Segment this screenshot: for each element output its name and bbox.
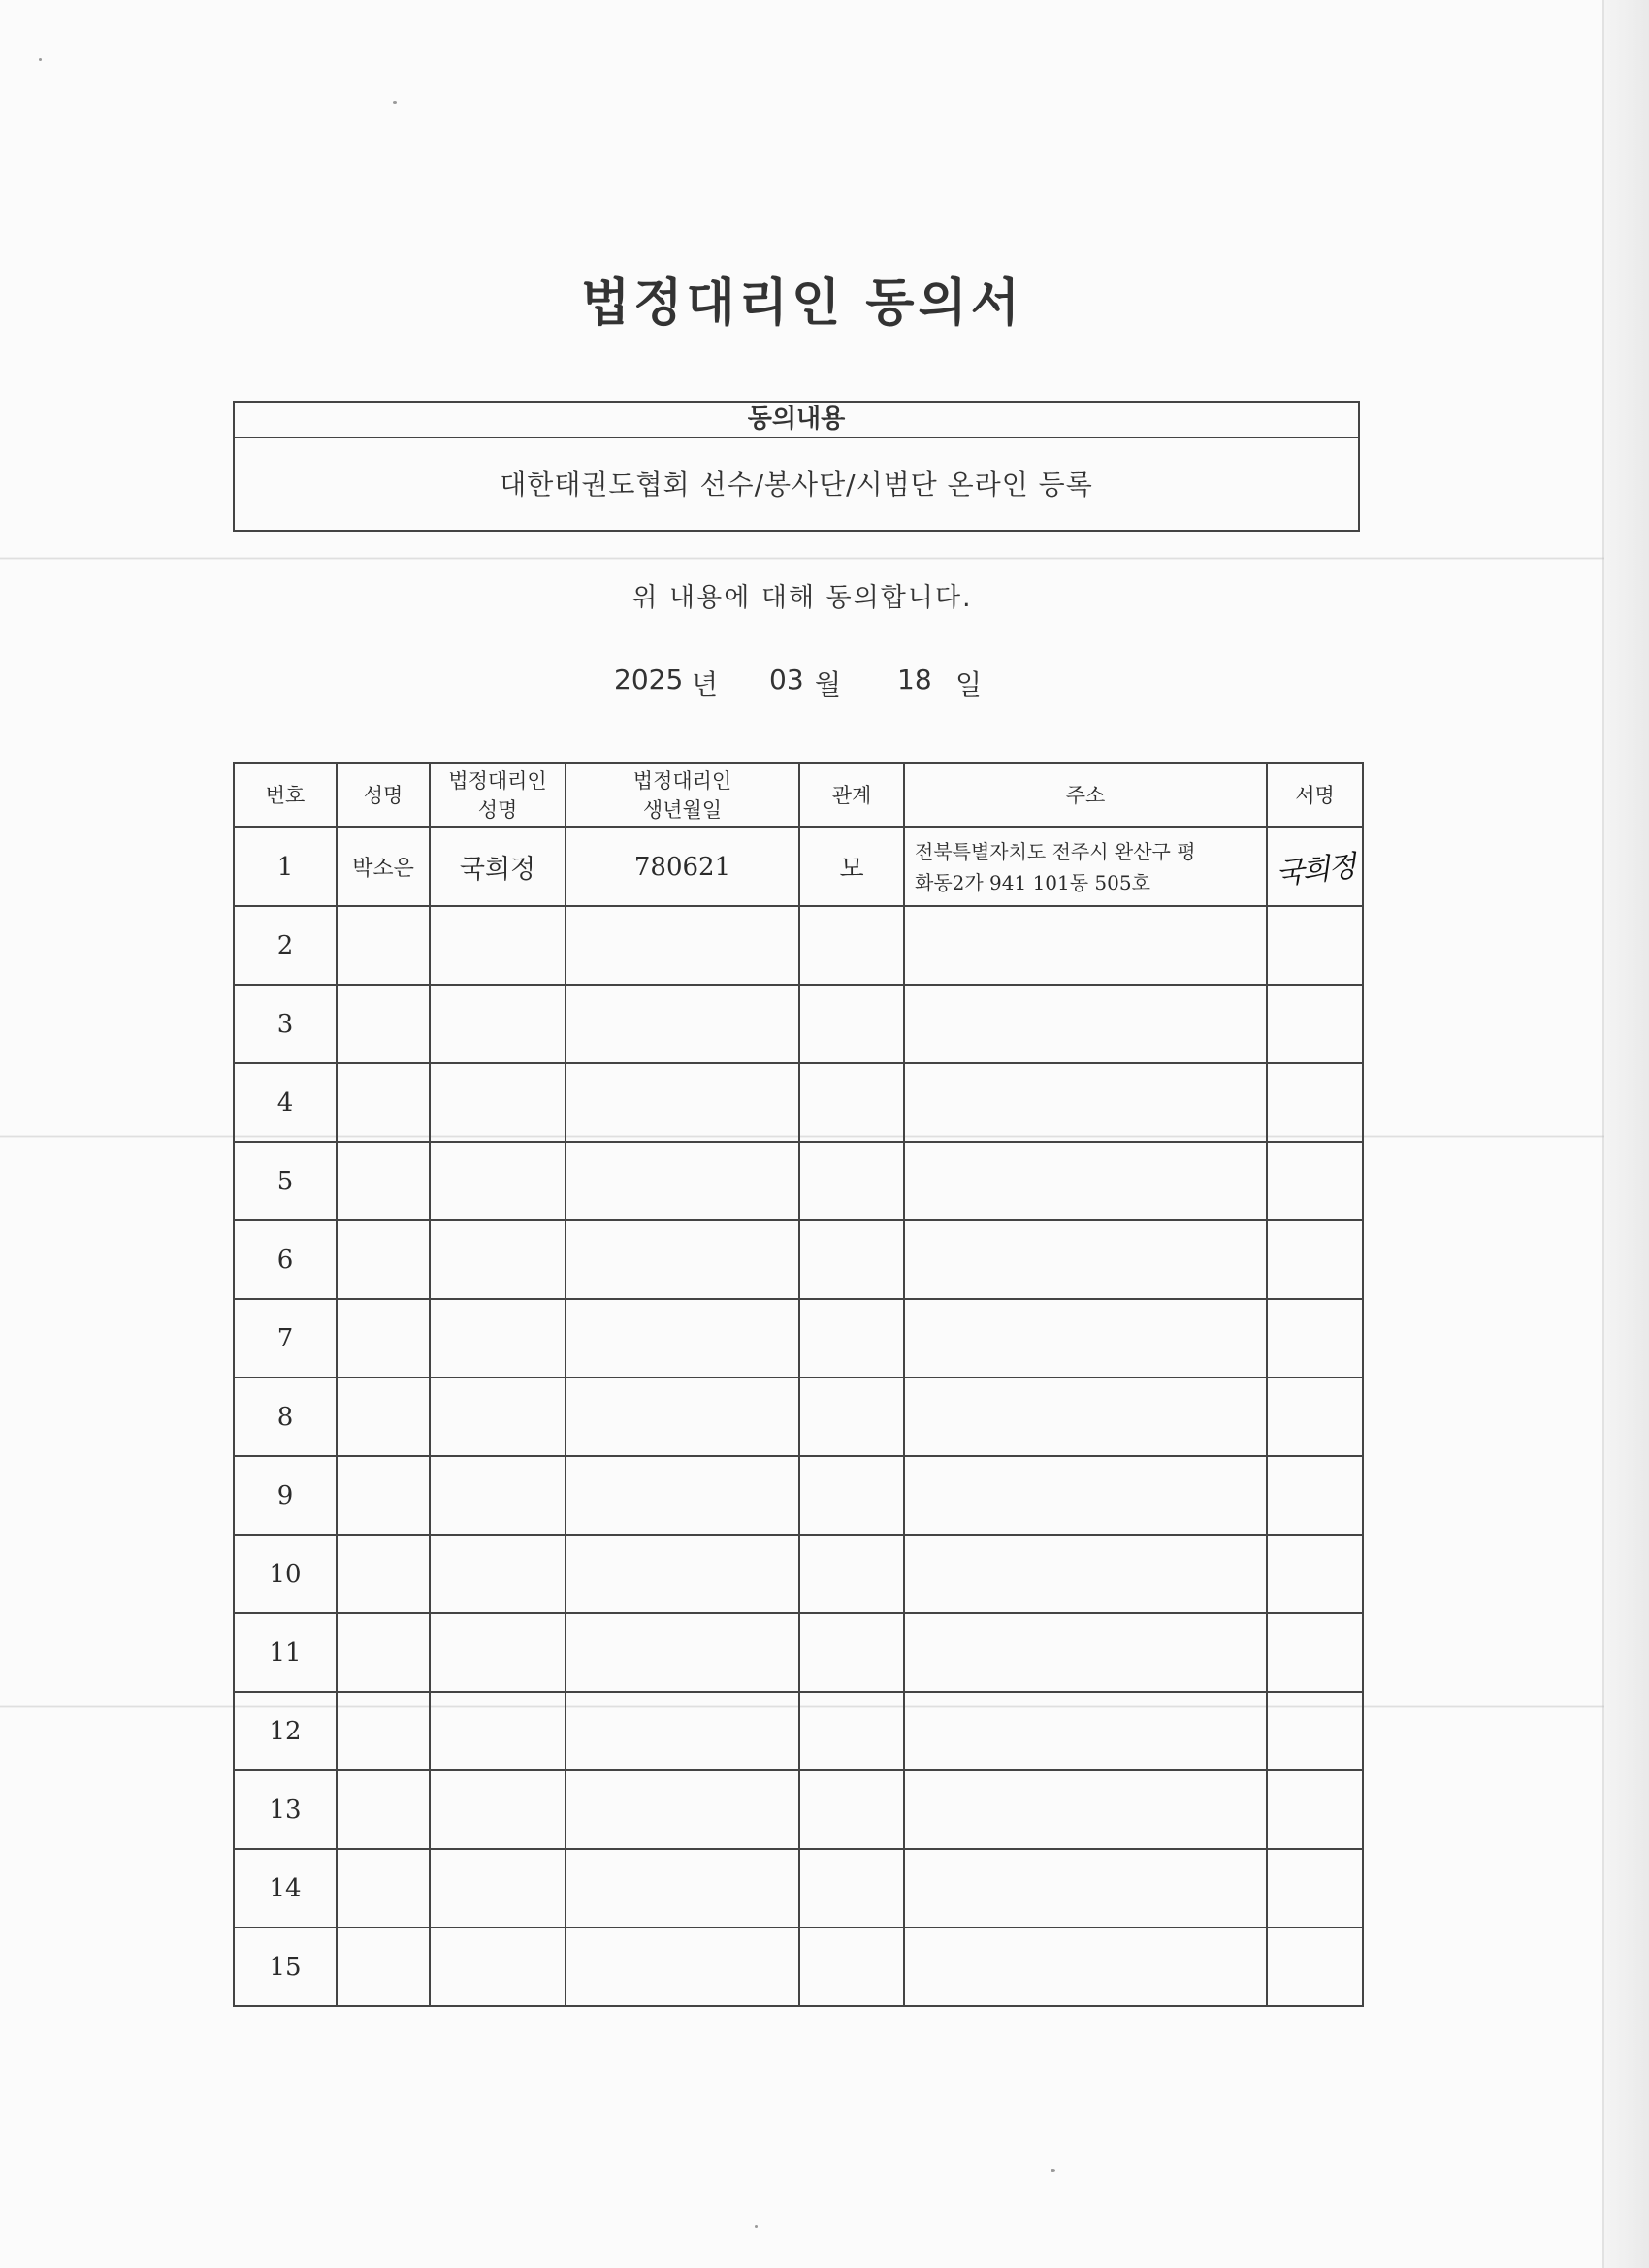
table-row	[234, 1456, 1363, 1535]
cell-rep-name	[430, 985, 566, 1063]
table-row	[234, 1142, 1363, 1220]
date-year-unit: 년	[692, 668, 719, 700]
cell-rep-name	[430, 1220, 566, 1299]
cell-no: 13	[234, 1770, 337, 1849]
table-row	[234, 1613, 1363, 1692]
table-row	[234, 1377, 1363, 1456]
cell-address	[904, 1928, 1267, 2006]
table-header-row	[234, 763, 1363, 827]
cell-name	[337, 1456, 430, 1535]
consent-header: 동의내용	[235, 403, 1358, 438]
cell-rep-name	[430, 1063, 566, 1142]
date-year: 2025	[614, 664, 684, 696]
date-month: 03	[769, 664, 804, 696]
cell-address	[904, 1692, 1267, 1770]
cell-relation	[799, 1613, 904, 1692]
scan-speck	[39, 58, 42, 61]
table-row	[234, 1692, 1363, 1770]
cell-rep-birth	[566, 1849, 799, 1928]
cell-signature	[1267, 1220, 1363, 1299]
table-row	[234, 827, 1363, 906]
date-month-unit: 월	[815, 668, 842, 700]
cell-rep-name: 국희정	[430, 827, 566, 906]
cell-rep-name	[430, 1299, 566, 1377]
cell-rep-birth	[566, 906, 799, 985]
cell-signature	[1267, 1142, 1363, 1220]
cell-signature	[1267, 1377, 1363, 1456]
cell-name	[337, 1849, 430, 1928]
header-relation: 관계	[799, 763, 904, 827]
cell-no: 4	[234, 1063, 337, 1142]
header-rep-birth-line1: 법정대리인	[632, 769, 732, 793]
cell-relation	[799, 1535, 904, 1613]
cell-signature	[1267, 1063, 1363, 1142]
cell-no: 8	[234, 1377, 337, 1456]
cell-rep-name	[430, 1849, 566, 1928]
cell-relation	[799, 1928, 904, 2006]
scan-edge-line	[1602, 0, 1604, 2268]
cell-address	[904, 906, 1267, 985]
header-rep-name	[430, 763, 566, 827]
cell-relation	[799, 1692, 904, 1770]
cell-no: 15	[234, 1928, 337, 2006]
cell-no: 3	[234, 985, 337, 1063]
cell-signature	[1267, 1692, 1363, 1770]
header-rep-birth-line2: 생년월일	[642, 798, 723, 822]
cell-rep-birth	[566, 1456, 799, 1535]
cell-no: 6	[234, 1220, 337, 1299]
cell-address	[904, 1535, 1267, 1613]
cell-rep-birth	[566, 1377, 799, 1456]
cell-address	[904, 1142, 1267, 1220]
cell-name	[337, 1299, 430, 1377]
cell-signature	[1267, 1770, 1363, 1849]
date-day: 18	[897, 664, 932, 696]
cell-relation: 모	[799, 827, 904, 906]
cell-no: 9	[234, 1456, 337, 1535]
table-row	[234, 1770, 1363, 1849]
scan-edge	[1604, 0, 1649, 2268]
paper-fold-line	[0, 557, 1604, 560]
cell-signature	[1267, 1535, 1363, 1613]
cell-address	[904, 1299, 1267, 1377]
cell-relation	[799, 1142, 904, 1220]
cell-rep-birth	[566, 1928, 799, 2006]
cell-rep-name	[430, 1613, 566, 1692]
cell-rep-name	[430, 1142, 566, 1220]
address-line1: 전북특별자치도 전주시 완산구 평	[915, 839, 1196, 863]
cell-name	[337, 1142, 430, 1220]
cell-rep-name	[430, 1770, 566, 1849]
consent-content: 대한태권도협회 선수/봉사단/시범단 온라인 등록	[500, 469, 1093, 501]
header-no: 번호	[234, 763, 337, 827]
cell-name: 박소은	[337, 827, 430, 906]
table-row	[234, 1063, 1363, 1142]
header-name: 성명	[337, 763, 430, 827]
header-rep-name-line2: 성명	[477, 798, 518, 822]
consent-box	[233, 401, 1360, 532]
cell-address	[904, 1377, 1267, 1456]
cell-address	[904, 1770, 1267, 1849]
table-row	[234, 1220, 1363, 1299]
table-row	[234, 906, 1363, 985]
cell-name	[337, 1220, 430, 1299]
cell-relation	[799, 1299, 904, 1377]
cell-signature	[1267, 1456, 1363, 1535]
table-row	[234, 1535, 1363, 1613]
cell-signature	[1267, 1849, 1363, 1928]
cell-address	[904, 827, 1267, 906]
header-rep-name-line1: 법정대리인	[448, 769, 547, 793]
cell-rep-birth	[566, 985, 799, 1063]
cell-rep-birth	[566, 1142, 799, 1220]
cell-name	[337, 1063, 430, 1142]
cell-no: 7	[234, 1299, 337, 1377]
cell-rep-name	[430, 1928, 566, 2006]
cell-rep-birth	[566, 1220, 799, 1299]
cell-rep-birth	[566, 1613, 799, 1692]
cell-no: 5	[234, 1142, 337, 1220]
cell-rep-birth	[566, 1299, 799, 1377]
cell-relation	[799, 1063, 904, 1142]
cell-address	[904, 1613, 1267, 1692]
cell-no: 11	[234, 1613, 337, 1692]
cell-name	[337, 1770, 430, 1849]
scan-speck	[393, 101, 397, 104]
address-line2: 화동2가 941 101동 505호	[915, 870, 1150, 894]
cell-no: 10	[234, 1535, 337, 1613]
cell-rep-name	[430, 1456, 566, 1535]
cell-relation	[799, 1849, 904, 1928]
cell-name	[337, 1535, 430, 1613]
handwritten-signature: 국희정	[1274, 849, 1356, 891]
registration-table	[233, 762, 1364, 2007]
cell-relation	[799, 1220, 904, 1299]
table-row	[234, 985, 1363, 1063]
cell-no: 14	[234, 1849, 337, 1928]
scan-speck	[1051, 2169, 1055, 2172]
table-row	[234, 1928, 1363, 2006]
cell-rep-birth	[566, 1535, 799, 1613]
date-day-unit: 일	[955, 668, 983, 700]
cell-name	[337, 1928, 430, 2006]
cell-address	[904, 1063, 1267, 1142]
cell-rep-name	[430, 1377, 566, 1456]
header-signature: 서명	[1267, 763, 1363, 827]
cell-address	[904, 985, 1267, 1063]
cell-rep-birth: 780621	[566, 827, 799, 906]
cell-no: 12	[234, 1692, 337, 1770]
cell-rep-birth	[566, 1770, 799, 1849]
cell-no: 1	[234, 827, 337, 906]
cell-address	[904, 1456, 1267, 1535]
cell-rep-name	[430, 906, 566, 985]
cell-rep-birth	[566, 1063, 799, 1142]
agree-statement: 위 내용에 대해 동의합니다.	[631, 583, 973, 613]
document-title: 법정대리인 동의서	[581, 275, 1023, 333]
cell-name	[337, 1692, 430, 1770]
cell-signature	[1267, 1299, 1363, 1377]
header-rep-birth	[566, 763, 799, 827]
cell-signature	[1267, 1928, 1363, 2006]
cell-rep-name	[430, 1535, 566, 1613]
cell-address	[904, 1849, 1267, 1928]
cell-signature	[1267, 827, 1363, 906]
cell-signature	[1267, 985, 1363, 1063]
cell-signature	[1267, 1613, 1363, 1692]
cell-name	[337, 985, 430, 1063]
table-row	[234, 1849, 1363, 1928]
header-address: 주소	[904, 763, 1267, 827]
cell-relation	[799, 906, 904, 985]
cell-name	[337, 906, 430, 985]
cell-relation	[799, 1770, 904, 1849]
cell-relation	[799, 985, 904, 1063]
cell-rep-name	[430, 1692, 566, 1770]
scan-speck	[755, 2225, 758, 2228]
cell-relation	[799, 1377, 904, 1456]
cell-rep-birth	[566, 1692, 799, 1770]
table-row	[234, 1299, 1363, 1377]
cell-relation	[799, 1456, 904, 1535]
cell-name	[337, 1377, 430, 1456]
cell-address	[904, 1220, 1267, 1299]
cell-signature	[1267, 906, 1363, 985]
cell-no: 2	[234, 906, 337, 985]
cell-name	[337, 1613, 430, 1692]
